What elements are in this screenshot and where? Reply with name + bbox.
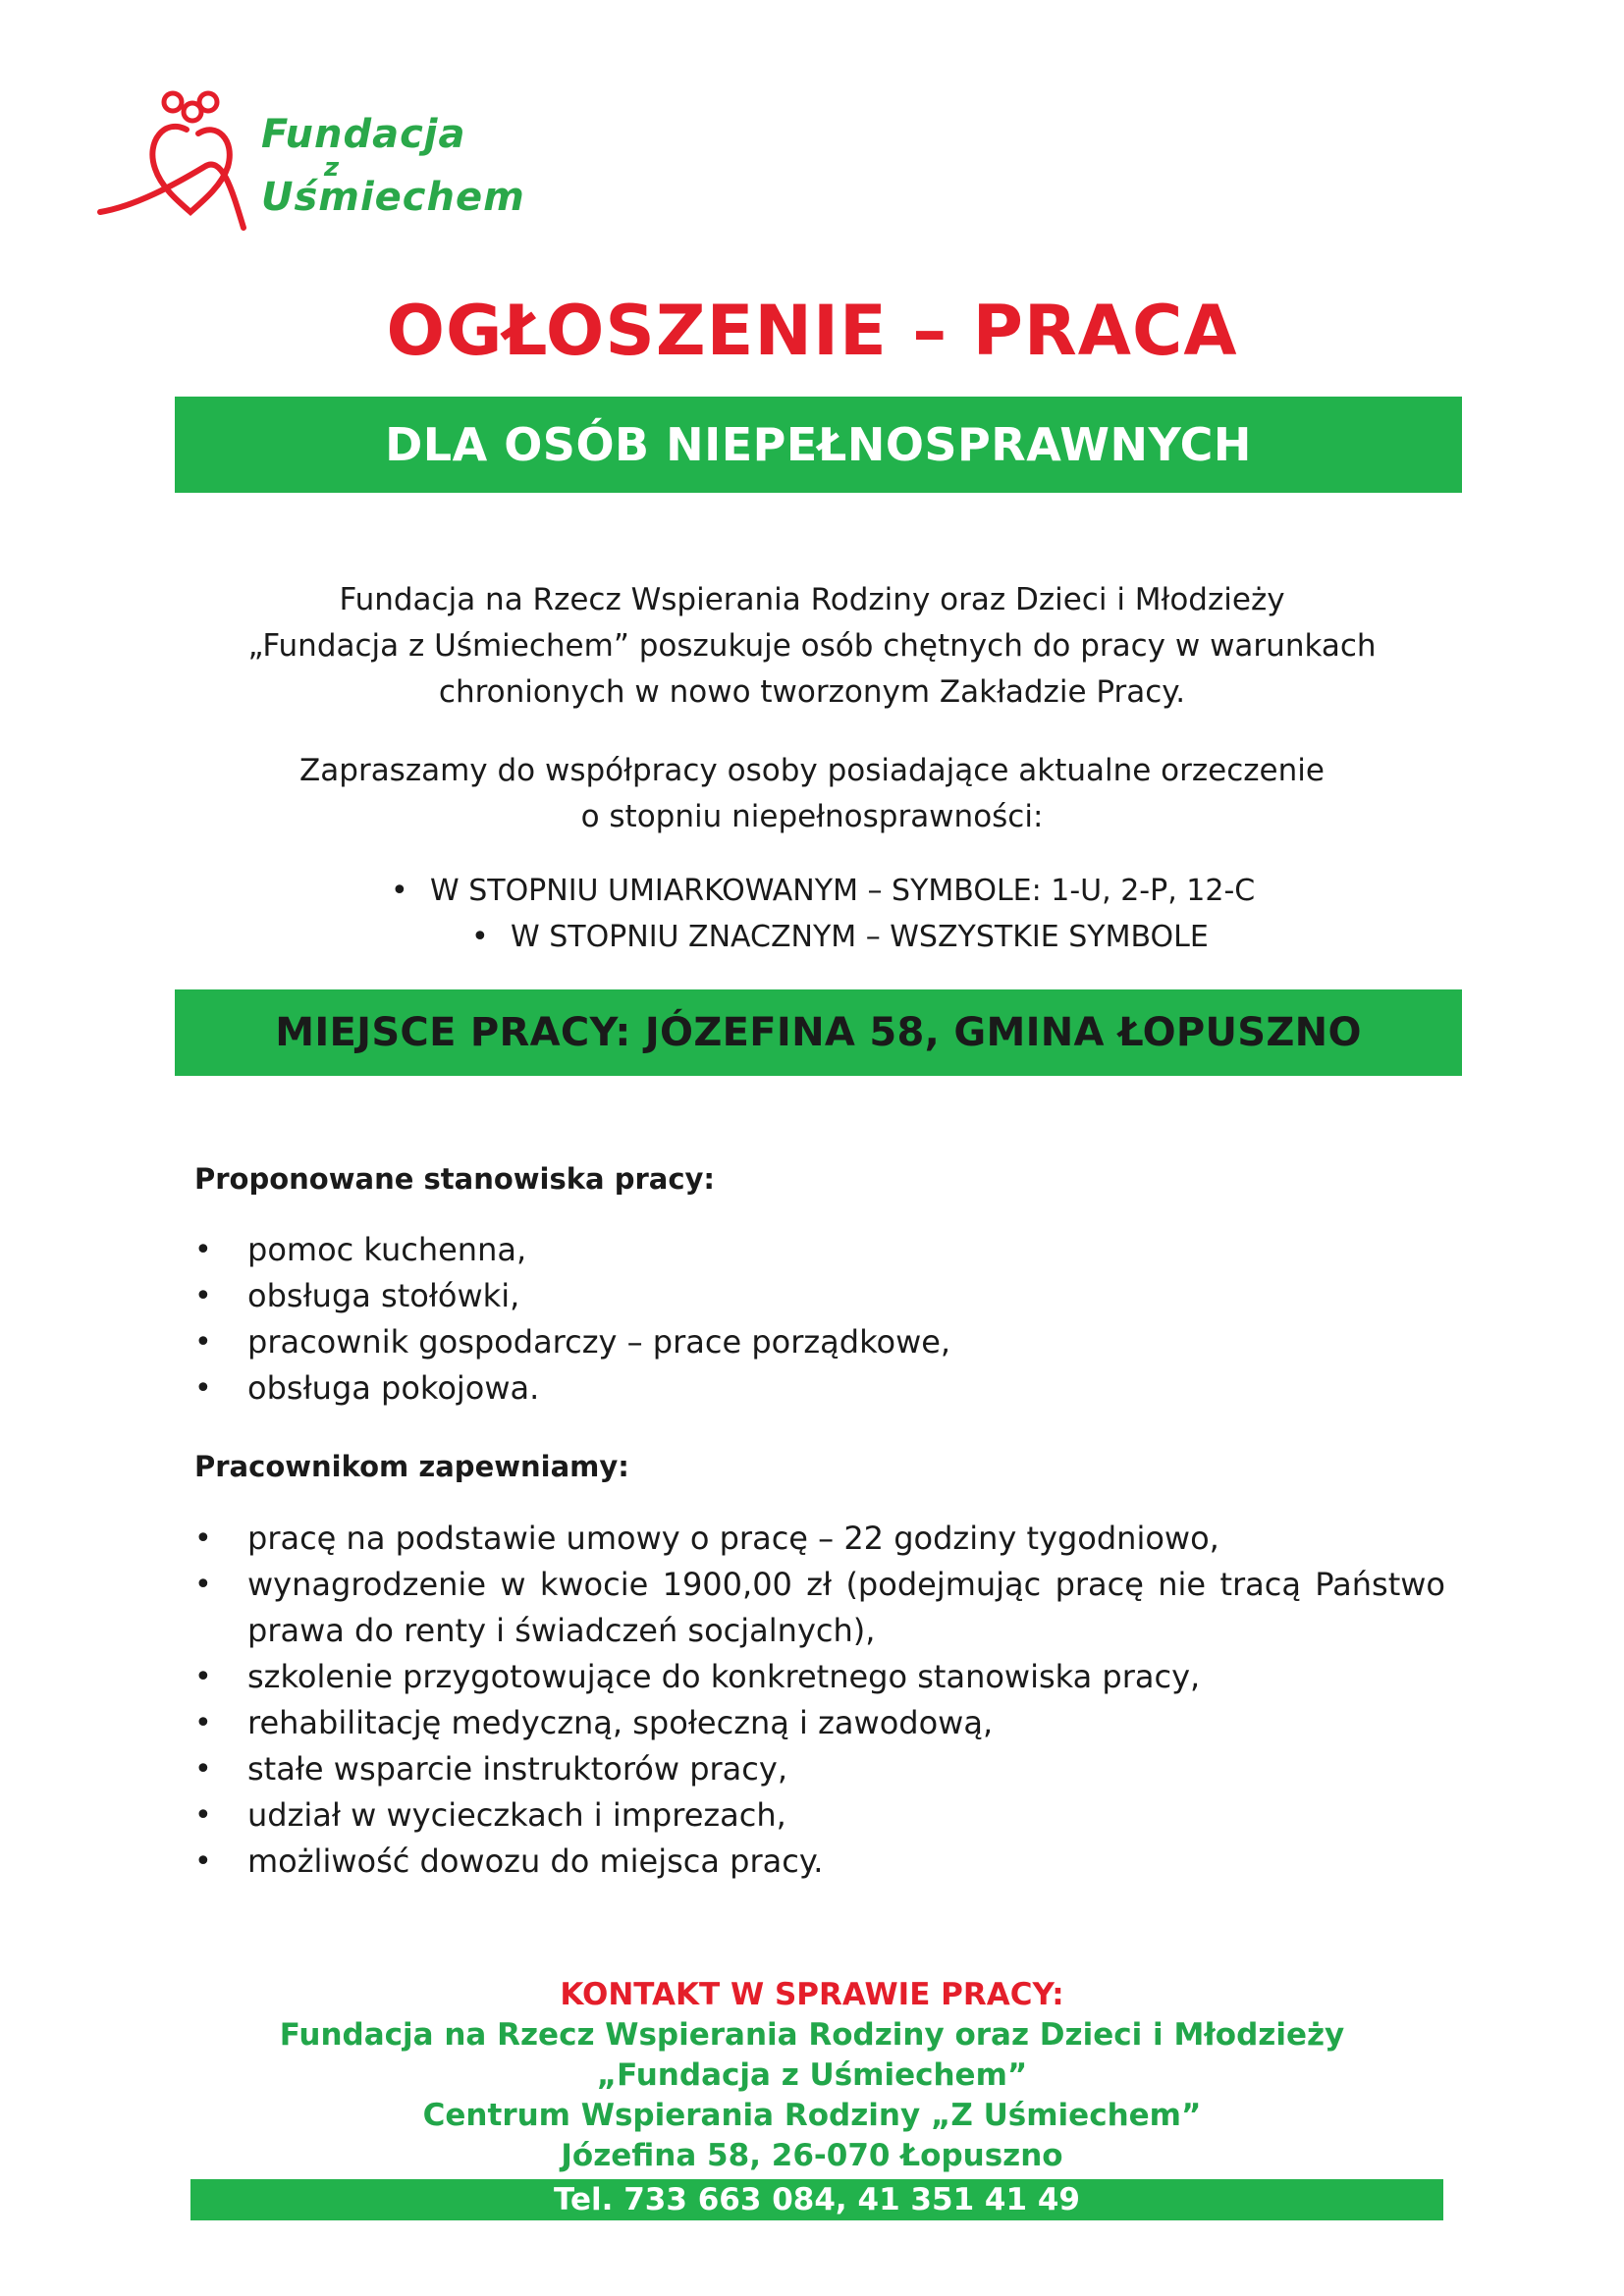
degree-item: [391, 872, 1256, 911]
list-item: [194, 1516, 1445, 1562]
list-item-text: szkolenie przygotowujące do konkretnego stanowiska pracy,: [247, 1658, 1201, 1695]
list-item-text: udział w wycieczkach i imprezach,: [247, 1796, 786, 1834]
subtitle-text: DLA OSÓB NIEPEŁNOSPRAWNYCH: [385, 418, 1252, 471]
list-item: [194, 1654, 1445, 1700]
contact-center-name: Centrum Wspierania Rodziny „Z Uśmiechem”: [422, 2098, 1202, 2133]
positions-list: [194, 1227, 1445, 1412]
benefits-heading: Pracownikom zapewniamy:: [194, 1450, 629, 1483]
list-item-text: obsługa stołówki,: [247, 1277, 520, 1314]
contact-organization: Fundacja na Rzecz Wspierania Rodziny oraz Dzieci i Młodzieży: [279, 2017, 1345, 2053]
foundation-logo: [96, 90, 525, 247]
list-item: [194, 1227, 1445, 1273]
bullet-icon: •: [194, 1798, 212, 1833]
list-item: [194, 1319, 1445, 1365]
list-item: [194, 1700, 1445, 1746]
intro-line: Fundacja na Rzecz Wspierania Rodziny oraz Dzieci i Młodzieży: [339, 582, 1285, 617]
list-item-text: stałe wsparcie instruktorów pracy,: [247, 1750, 787, 1788]
benefits-list: [194, 1516, 1445, 1885]
logo-text-usmiechem: Uśmiechem: [261, 175, 525, 220]
bullet-icon: •: [391, 874, 408, 908]
list-item: [194, 1562, 1445, 1654]
list-item-text: rehabilitację medyczną, społeczną i zawodową,: [247, 1704, 994, 1741]
invite-paragraph: [157, 748, 1467, 840]
list-item: [194, 1273, 1445, 1319]
bullet-icon: •: [194, 1660, 212, 1694]
bullet-icon: •: [194, 1522, 212, 1556]
logo-text-z: z: [324, 153, 341, 183]
list-item: [194, 1746, 1445, 1792]
contact-phone-band: [190, 2179, 1443, 2220]
workplace-text: MIEJSCE PRACY: JÓZEFINA 58, GMINA ŁOPUSZNO: [275, 1010, 1362, 1055]
list-item: [194, 1839, 1445, 1885]
list-item: [194, 1365, 1445, 1412]
page-title: OGŁOSZENIE – PRACA: [386, 291, 1238, 371]
positions-heading: Proponowane stanowiska pracy:: [194, 1162, 716, 1196]
bullet-icon: •: [194, 1279, 212, 1313]
bullet-icon: •: [194, 1371, 212, 1406]
bullet-icon: •: [194, 1233, 212, 1267]
contact-phone: Tel. 733 663 084, 41 351 41 49: [553, 2182, 1081, 2217]
invite-line: Zapraszamy do współpracy osoby posiadające aktualne orzeczenie: [299, 753, 1325, 788]
bullet-icon: •: [194, 1568, 212, 1602]
contact-address: Józefina 58, 26-070 Łopuszno: [561, 2138, 1063, 2173]
list-item-text: pomoc kuchenna,: [247, 1231, 527, 1268]
subtitle-band: [175, 397, 1462, 493]
invite-line: o stopniu niepełnosprawności:: [580, 799, 1044, 834]
degree-item: [471, 918, 1209, 957]
bullet-icon: •: [194, 1844, 212, 1879]
degree-text: W STOPNIU ZNACZNYM – WSZYSTKIE SYMBOLE: [511, 920, 1209, 954]
list-item-text: pracownik gospodarczy – prace porządkowe,: [247, 1323, 951, 1361]
contact-foundation-name: „Fundacja z Uśmiechem”: [596, 2057, 1028, 2093]
list-item-text: obsługa pokojowa.: [247, 1369, 540, 1407]
workplace-band: [175, 989, 1462, 1076]
bullet-icon: •: [194, 1706, 212, 1740]
degree-text: W STOPNIU UMIARKOWANYM – SYMBOLE: 1-U, 2-P, 12-C: [430, 874, 1256, 908]
bullet-icon: •: [471, 920, 489, 954]
intro-line: „Fundacja z Uśmiechem” poszukuje osób chętnych do pracy w warunkach: [247, 628, 1377, 664]
intro-paragraph: [157, 577, 1467, 716]
bullet-icon: •: [194, 1325, 212, 1360]
list-item-text: możliwość dowozu do miejsca pracy.: [247, 1842, 824, 1880]
logo-text-fundacja: Fundacja: [261, 112, 466, 157]
list-item-text: wynagrodzenie w kwocie 1900,00 zł (podejmując pracę nie tracą Państwo prawa do renty i świadczeń socjalnych),: [247, 1566, 1445, 1649]
intro-line: chronionych w nowo tworzonym Zakładzie Pracy.: [438, 674, 1186, 710]
bullet-icon: •: [194, 1752, 212, 1787]
contact-heading: KONTAKT W SPRAWIE PRACY:: [560, 1977, 1064, 2012]
heart-figures-icon: [96, 90, 263, 247]
list-item: [194, 1792, 1445, 1839]
list-item-text: pracę na podstawie umowy o pracę – 22 godziny tygodniowo,: [247, 1520, 1219, 1557]
